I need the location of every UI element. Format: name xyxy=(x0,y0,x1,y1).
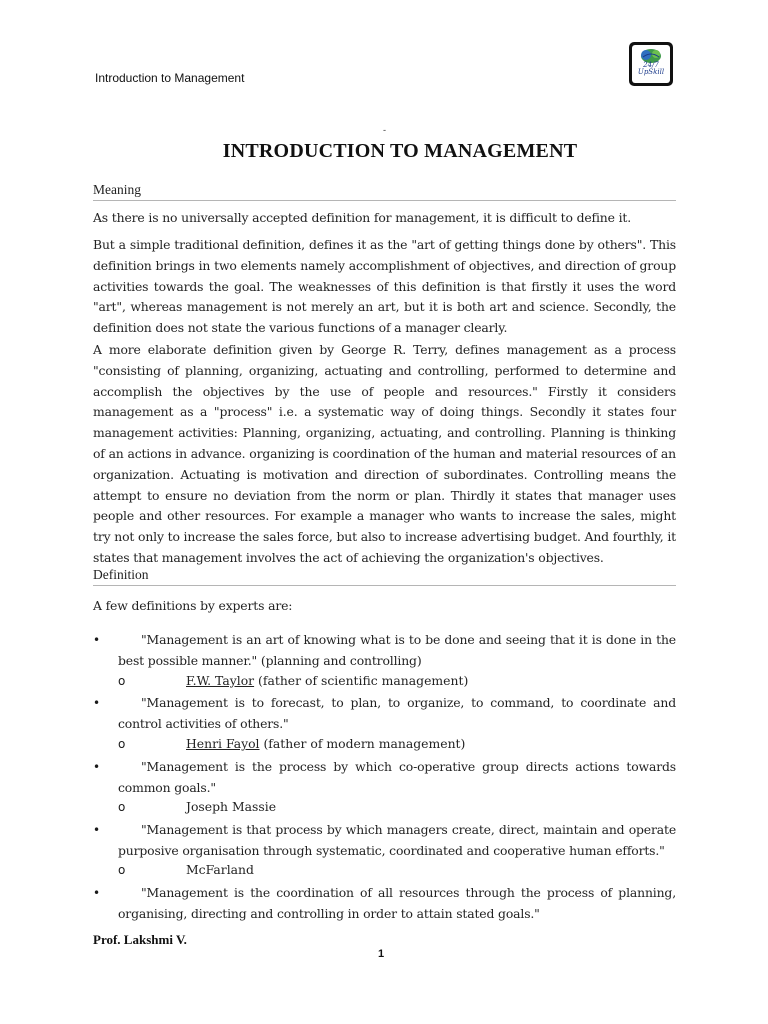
bullet-icon: • xyxy=(93,696,101,710)
author-note: (father of modern management) xyxy=(259,736,466,751)
definition-quote: "Management is that process by which managers create, direct, maintain and operate purposive organisation through systematic, coordinated and cooperative human efforts." xyxy=(118,822,676,858)
title-mark: - xyxy=(383,126,387,136)
definition-quote: "Management is an art of knowing what is to be done and seeing that it is done in the best possible manner." (planning and controlling) xyxy=(118,632,676,668)
sub-bullet-icon: o xyxy=(118,800,126,814)
meaning-paragraph-2: But a simple traditional definition, defines it as the "art of getting things done by others". This definition brings in two elements namely accomplishment of objectives, and direction of group activities towards the goal. The weaknesses of this definition is that firstly it uses the word "art", whereas management is not merely an art, but it is both art and science. Secondly, the definition does not state the various functions of a manager clearly. xyxy=(93,237,676,336)
author-name: McFarland xyxy=(186,862,254,877)
author-note: (father of scientific management) xyxy=(254,673,469,688)
bullet-icon: • xyxy=(93,886,101,900)
definition-quote: "Management is the coordination of all resources through the process of planning, organising, directing and controlling in order to attain stated goals." xyxy=(118,885,676,921)
page-number: 1 xyxy=(378,948,385,960)
definition-intro: A few definitions by experts are: xyxy=(93,598,293,613)
bullet-icon: • xyxy=(93,633,101,647)
footer-author: Prof. Lakshmi V. xyxy=(93,932,187,947)
definition-quote: "Management is to forecast, to plan, to organize, to command, to coordinate and control activities of others." xyxy=(118,695,676,731)
author-name: Henri Fayol xyxy=(186,736,260,751)
document-title: INTRODUCTION TO MANAGEMENT xyxy=(222,140,578,162)
sub-bullet-icon: o xyxy=(118,863,126,877)
section-heading-definition: Definition xyxy=(93,567,676,586)
author-name: F.W. Taylor xyxy=(186,673,255,688)
running-header-title: Introduction to Management xyxy=(95,71,245,85)
section-heading-meaning: Meaning xyxy=(93,182,676,201)
logo-line-1: 24/7 xyxy=(643,61,659,69)
bullet-icon: • xyxy=(93,823,101,837)
meaning-paragraph-1: As there is no universally accepted definition for management, it is difficult to define it. xyxy=(93,210,632,225)
definition-quote: "Management is the process by which co-operative group directs actions towards common goals." xyxy=(118,759,676,795)
sub-bullet-icon: o xyxy=(118,737,126,751)
sub-bullet-icon: o xyxy=(118,674,126,688)
meaning-paragraph-3: A more elaborate definition given by George R. Terry, defines management as a process "consisting of planning, organizing, actuating and controlling, performed to determine and accomplish the objectives by the use of people and resources." Firstly it considers management as a "process" i.e. a systematic way of doing things. Secondly it states four management activities: Planning, organizing, actuating, and controlling. Planning is thinking of an actions in advance. organizing is coordination of the human and material resources of an organization. Actuating is motivation and direction of subordinates. Controlling means the attempt to ensure no deviation from the norm or plan. Thirdly it states that manager uses people and other resources. For example a manager who wants to increase the sales, might try not only to increase the sales force, but also to increase advertising budget. And fourthly, it states that management involves the act of achieving the organization's objectives. xyxy=(93,342,676,565)
bullet-icon: • xyxy=(93,760,101,774)
logo-line-2: UpSkill xyxy=(637,68,665,76)
author-name: Joseph Massie xyxy=(186,799,277,814)
upskill-logo xyxy=(629,42,673,86)
